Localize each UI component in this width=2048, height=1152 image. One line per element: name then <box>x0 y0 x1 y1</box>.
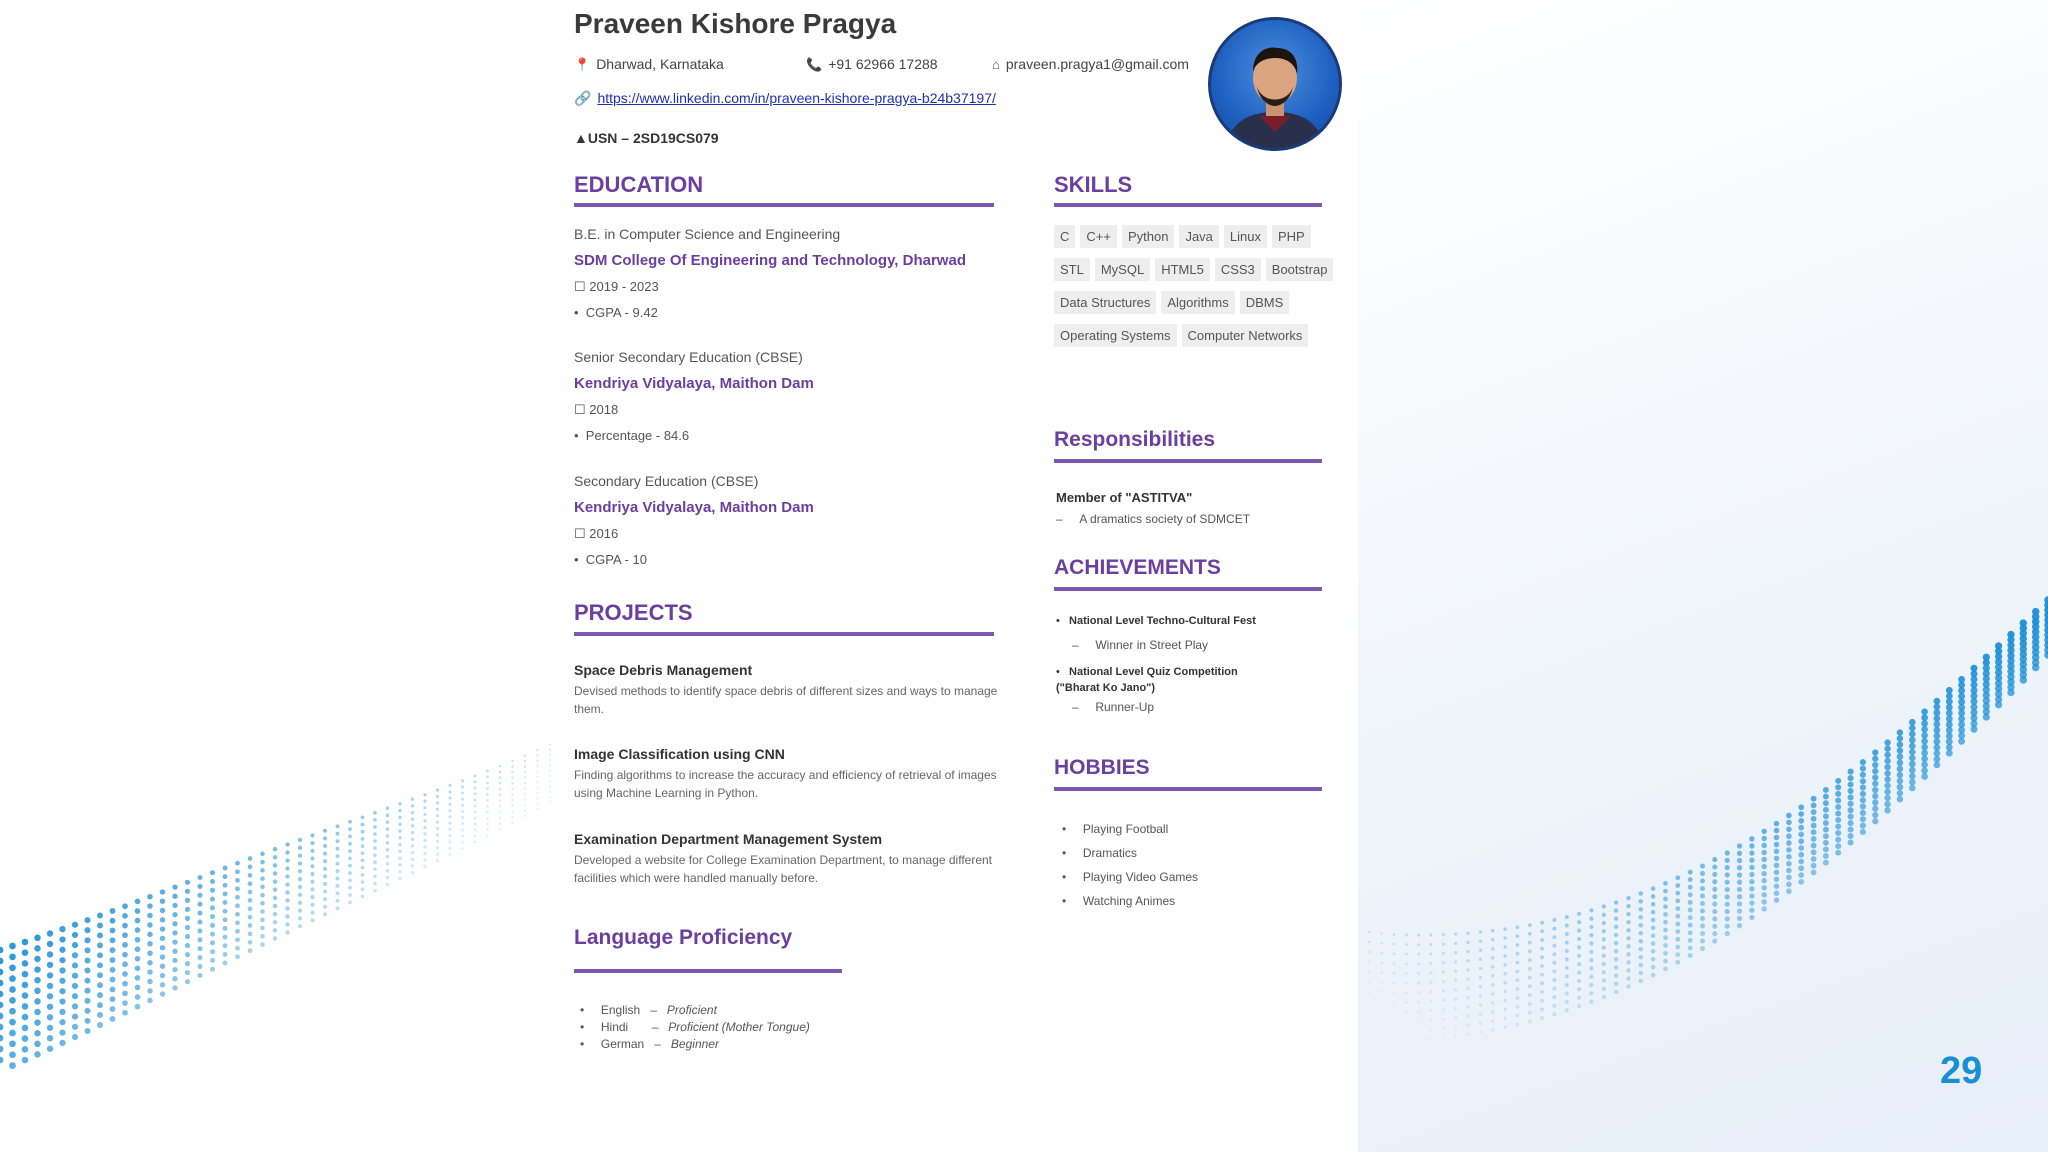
skill-chip: Operating Systems <box>1054 324 1177 347</box>
decorative-dot-wave-left <box>0 650 600 1070</box>
responsibilities-heading: Responsibilities <box>1054 428 1216 451</box>
calendar-icon: ☐ <box>574 402 590 417</box>
hobbies-rule <box>1054 787 1322 791</box>
hobby-item: • Playing Video Games <box>1062 870 1199 884</box>
usn-label: ▲USN – 2SD19CS079 <box>574 130 719 146</box>
home-icon: ⌂ <box>992 57 1000 72</box>
responsibility-role: Member of "ASTITVA" <box>1056 490 1193 505</box>
skill-chip: HTML5 <box>1155 258 1210 281</box>
achievement-title: • National Level Techno-Cultural Fest <box>1056 615 1256 627</box>
hobby-item: • Playing Football <box>1062 822 1169 836</box>
calendar-icon: ☐ <box>574 279 590 294</box>
bullet-icon: • <box>574 428 586 443</box>
project-item: Examination Department Management System Developed a website for College Examination Department, to manage different facilities which were handled manually before. <box>574 831 993 885</box>
education-item: B.E. in Computer Science and Engineering SDM College Of Engineering and Technology, Dharwad ☐ 2019 - 2023 • CGPA - 9.42 <box>574 226 966 320</box>
skill-chip: PHP <box>1272 225 1311 248</box>
link-icon: 🔗 <box>574 90 592 106</box>
skills-list <box>1054 225 1354 357</box>
skill-chip: Java <box>1179 225 1218 248</box>
education-rule <box>574 203 994 207</box>
projects-rule <box>574 632 994 636</box>
skill-chip: C++ <box>1080 225 1117 248</box>
contact-phone: 📞 +91 62966 17288 <box>806 56 938 72</box>
language-list <box>580 1002 810 1053</box>
skill-chip: Data Structures <box>1054 291 1156 314</box>
language-item: • German – Beginner <box>580 1037 719 1051</box>
contact-location: 📍 Dharwad, Karnataka <box>574 56 724 72</box>
project-item: Image Classification using CNN Finding algorithms to increase the accuracy and efficiency of retrieval of images using Machine Learning in Python. <box>574 746 997 800</box>
skills-heading: SKILLS <box>1054 172 1133 197</box>
location-pin-icon: 📍 <box>574 57 591 72</box>
school-icon: ▲ <box>574 130 588 146</box>
education-heading: EDUCATION <box>574 172 704 197</box>
language-item: • Hindi – Proficient (Mother Tongue) <box>580 1020 810 1034</box>
language-rule <box>574 969 842 973</box>
bullet-icon: • <box>574 552 586 567</box>
achievement-title: • National Level Quiz Competition ("Bharat Ko Jano") <box>1056 666 1238 694</box>
bullet-icon: • <box>574 305 586 320</box>
skill-chip: Linux <box>1224 225 1267 248</box>
skill-chip: STL <box>1054 258 1090 281</box>
calendar-icon: ☐ <box>574 526 590 541</box>
contact-email: ⌂ praveen.pragya1@gmail.com <box>992 56 1189 72</box>
projects-heading: PROJECTS <box>574 600 693 625</box>
achievements-rule <box>1054 587 1322 591</box>
resume-page <box>554 0 1358 1152</box>
skill-chip: Computer Networks <box>1182 324 1309 347</box>
hobbies-heading: HOBBIES <box>1054 756 1150 779</box>
hobby-item: • Watching Animes <box>1062 894 1176 908</box>
achievement-result: – Winner in Street Play <box>1072 638 1209 652</box>
resume-name: Praveen Kishore Pragya <box>574 8 897 39</box>
education-item: Secondary Education (CBSE) Kendriya Vidyalaya, Maithon Dam ☐ 2016 • CGPA - 10 <box>574 473 814 567</box>
decorative-dot-wave-right <box>1357 570 2048 1090</box>
skill-chip: MySQL <box>1095 258 1150 281</box>
slide-page-number: 29 <box>1940 1050 1983 1092</box>
skill-chip: Python <box>1122 225 1174 248</box>
linkedin-link[interactable]: 🔗 https://www.linkedin.com/in/praveen-kishore-pragya-b24b37197/ <box>574 90 996 106</box>
skill-chip: DBMS <box>1240 291 1290 314</box>
language-item: • English – Proficient <box>580 1003 717 1017</box>
skill-chip: CSS3 <box>1215 258 1261 281</box>
project-item: Space Debris Management Devised methods to identify space debris of different sizes and ways to manage them. <box>574 662 998 716</box>
skill-chip: Bootstrap <box>1266 258 1334 281</box>
achievements-heading: ACHIEVEMENTS <box>1054 556 1221 579</box>
skill-chip: C <box>1054 225 1075 248</box>
phone-icon: 📞 <box>806 57 823 72</box>
skills-rule <box>1054 203 1322 207</box>
language-heading: Language Proficiency <box>574 926 793 949</box>
profile-photo <box>1208 17 1342 151</box>
education-item: Senior Secondary Education (CBSE) Kendriya Vidyalaya, Maithon Dam ☐ 2018 • Percentage - 84.6 <box>574 349 814 443</box>
skill-chip: Algorithms <box>1161 291 1234 314</box>
responsibilities-rule <box>1054 459 1322 463</box>
responsibility-desc: – A dramatics society of SDMCET <box>1056 512 1251 526</box>
person-silhouette-icon <box>1211 20 1339 148</box>
hobby-item: • Dramatics <box>1062 846 1137 860</box>
achievement-result: – Runner-Up <box>1072 700 1155 714</box>
